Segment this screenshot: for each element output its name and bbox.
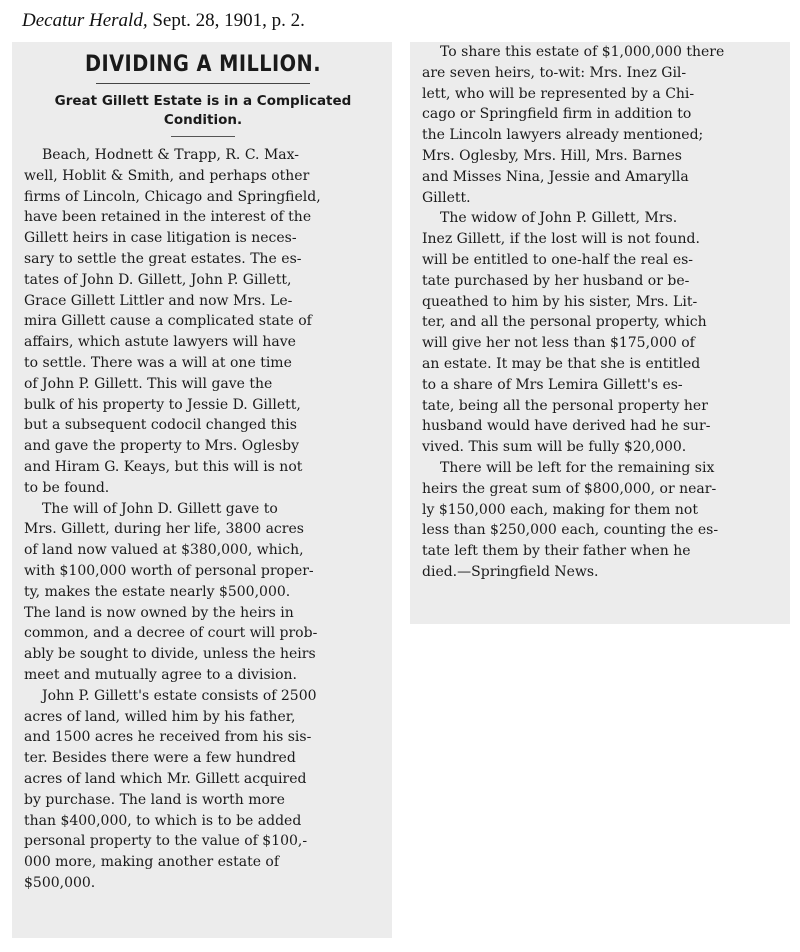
text-line: of land now valued at $380,000, which,	[24, 542, 304, 559]
text-line: Inez Gillett, if the lost will is not found.	[422, 231, 700, 248]
text-line: lett, who will be represented by a Chi-	[422, 85, 695, 102]
text-line: The will of John D. Gillett gave to	[42, 500, 278, 517]
text-line: have been retained in the interest of the	[24, 209, 312, 226]
article-column-right	[410, 42, 790, 624]
text-line: than $400,000, to which is to be added	[24, 812, 302, 829]
text-line: tate purchased by her husband or be-	[422, 272, 690, 289]
publication-name: Decatur Herald,	[22, 10, 148, 31]
article-column-left	[12, 42, 392, 938]
text-line: ably be sought to divide, unless the heirs	[24, 646, 316, 663]
text-line: with $100,000 worth of personal proper-	[24, 562, 314, 579]
text-line: husband would have derived had he sur-	[422, 418, 711, 435]
text-line: but a subsequent codocil changed this	[24, 417, 297, 434]
subhead-line: Great Gillett Estate is in a Complicated	[54, 93, 352, 109]
text-line: are seven heirs, to-wit: Mrs. Inez Gil-	[422, 64, 687, 81]
text-line: cago or Springfield firm in addition to	[422, 106, 692, 123]
text-line: John P. Gillett's estate consists of 2500	[42, 687, 317, 704]
text-line: Mrs. Gillett, during her life, 3800 acres	[24, 521, 304, 538]
text-line: to settle. There was a will at one time	[24, 354, 292, 371]
text-line: ty, makes the estate nearly $500,000.	[24, 583, 291, 600]
text-line: died.—Springfield News.	[422, 563, 599, 580]
text-line: well, Hoblit & Smith, and perhaps other	[24, 167, 310, 184]
text-line: to be found.	[24, 479, 110, 496]
text-line: The land is now owned by the heirs in	[24, 604, 294, 621]
text-line: acres of land which Mr. Gillett acquired	[24, 770, 307, 787]
text-line: Gillett.	[422, 189, 471, 206]
text-line: and Misses Nina, Jessie and Amarylla	[422, 168, 689, 185]
text-line: meet and mutually agree to a division.	[24, 666, 297, 683]
text-line: To share this estate of $1,000,000 there	[440, 44, 725, 60]
text-line: Mrs. Oglesby, Mrs. Hill, Mrs. Barnes	[422, 147, 682, 164]
text-line: affairs, which astute lawyers will have	[24, 334, 296, 351]
text-line: to a share of Mrs Lemira Gillett's es-	[422, 376, 683, 393]
text-line: sary to settle the great estates. The es-	[24, 250, 302, 267]
text-line: ter, and all the personal property, which	[422, 314, 707, 331]
right-column-text	[422, 42, 778, 583]
text-line: personal property to the value of $100,-	[24, 833, 308, 850]
source-caption	[22, 10, 305, 32]
article-headline: DIVIDING A MILLION.	[84, 52, 322, 77]
text-line: less than $250,000 each, counting the es-	[422, 522, 719, 539]
text-line: common, and a decree of court will prob-	[24, 625, 318, 642]
text-line: 000 more, making another estate of	[24, 854, 280, 871]
text-line: tate left them by their father when he	[422, 543, 691, 560]
text-line: Grace Gillett Littler and now Mrs. Le-	[24, 292, 293, 309]
text-line: The widow of John P. Gillett, Mrs.	[440, 210, 678, 227]
text-line: and Hiram G. Keays, but this will is not	[24, 458, 303, 475]
text-line: an estate. It may be that she is entitled	[422, 355, 701, 372]
text-line: will give her not less than $175,000 of	[422, 335, 695, 352]
text-line: ly $150,000 each, making for them not	[422, 501, 698, 518]
text-line: vived. This sum will be fully $20,000.	[422, 439, 687, 456]
text-line: bulk of his property to Jessie D. Gillett,	[24, 396, 301, 413]
text-line: by purchase. The land is worth more	[24, 791, 285, 808]
text-line: ter. Besides there were a few hundred	[24, 750, 296, 767]
headline-rule	[96, 83, 311, 84]
subhead-line: Condition.	[163, 112, 243, 128]
text-line: will be entitled to one-half the real es-	[422, 251, 694, 268]
text-line: tates of John D. Gillett, John P. Gillett,	[24, 271, 292, 288]
publication-date-page: Sept. 28, 1901, p. 2.	[147, 10, 305, 31]
text-line: of John P. Gillett. This will gave the	[24, 375, 273, 392]
text-line: $500,000.	[24, 874, 96, 891]
subhead-rule	[171, 136, 235, 137]
text-line: the Lincoln lawyers already mentioned;	[422, 127, 704, 144]
text-line: acres of land, willed him by his father,	[24, 708, 296, 725]
text-line: mira Gillett cause a complicated state of	[24, 313, 312, 330]
text-line: tate, being all the personal property her	[422, 397, 708, 414]
text-line: Beach, Hodnett & Trapp, R. C. Max-	[42, 147, 300, 163]
text-line: queathed to him by his sister, Mrs. Lit-	[422, 293, 698, 310]
text-line: and gave the property to Mrs. Oglesby	[24, 438, 299, 455]
text-line: There will be left for the remaining six	[440, 459, 715, 476]
text-line: and 1500 acres he received from his sis-	[24, 729, 312, 746]
text-line: heirs the great sum of $800,000, or near-	[422, 480, 717, 497]
left-column-text	[24, 145, 382, 894]
text-line: Gillett heirs in case litigation is neces-	[24, 230, 297, 247]
text-line: firms of Lincoln, Chicago and Springfield,	[24, 188, 321, 205]
article-subhead	[24, 92, 382, 130]
